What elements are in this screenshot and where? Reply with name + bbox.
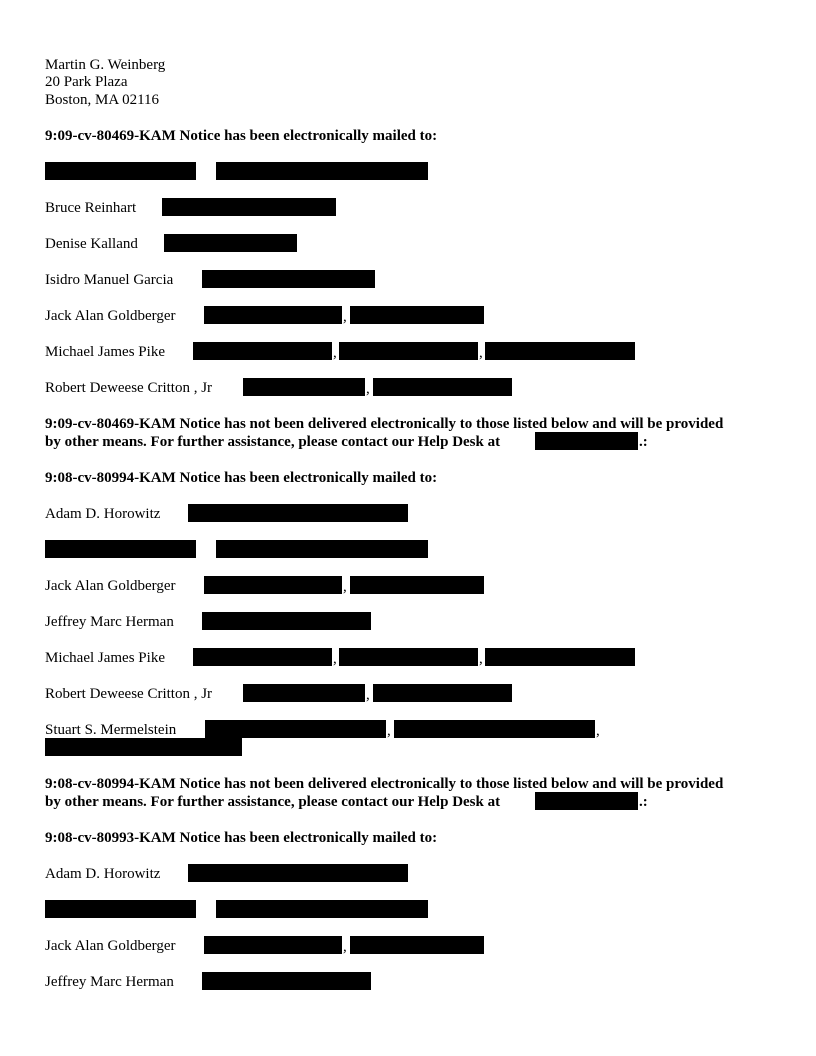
redacted-email	[350, 576, 484, 594]
separator-comma: ,	[479, 651, 483, 667]
redacted-email	[373, 378, 512, 396]
recipient-name: Jack Alan Goldberger	[45, 938, 176, 954]
recipient-name: Denise Kalland	[45, 236, 138, 252]
redacted-email	[204, 306, 342, 324]
separator-comma: ,	[596, 723, 600, 739]
redacted-helpdesk-contact	[535, 792, 638, 810]
redacted-name	[45, 162, 196, 180]
redacted-email	[202, 972, 371, 990]
case1-mailed-heading: 9:09-cv-80469-KAM Notice has been electronically mailed to:	[45, 128, 438, 144]
redacted-email	[216, 540, 428, 558]
redacted-email	[162, 198, 336, 216]
redacted-name	[45, 540, 196, 558]
redacted-email	[339, 342, 478, 360]
redacted-email	[216, 162, 428, 180]
case3-mailed-heading: 9:08-cv-80993-KAM Notice has been electronically mailed to:	[45, 830, 438, 846]
helpdesk-end-punctuation: .:	[639, 434, 648, 450]
recipient-name: Adam D. Horowitz	[45, 866, 161, 882]
redacted-helpdesk-contact	[535, 432, 638, 450]
case2-mailed-heading: 9:08-cv-80994-KAM Notice has been electronically mailed to:	[45, 470, 438, 486]
recipient-name: Michael James Pike	[45, 344, 165, 360]
redacted-email	[193, 342, 332, 360]
redacted-email	[164, 234, 297, 252]
redacted-email	[243, 378, 365, 396]
redacted-email	[373, 684, 512, 702]
recipient-name: Jeffrey Marc Herman	[45, 974, 174, 990]
recipient-name: Robert Deweese Critton , Jr	[45, 380, 213, 396]
case1-not-delivered-line1: 9:09-cv-80469-KAM Notice has not been delivered electronically to those listed below and will be provided	[45, 416, 724, 432]
recipient-name: Michael James Pike	[45, 650, 165, 666]
separator-comma: ,	[366, 381, 370, 397]
redacted-email	[216, 900, 428, 918]
recipient-name: Jeffrey Marc Herman	[45, 614, 174, 630]
redacted-email	[243, 684, 365, 702]
redacted-email	[350, 306, 484, 324]
redacted-email	[485, 342, 635, 360]
redacted-email	[204, 936, 342, 954]
redacted-email	[202, 270, 375, 288]
redacted-email	[485, 648, 635, 666]
separator-comma: ,	[343, 309, 347, 325]
recipient-name: Adam D. Horowitz	[45, 506, 161, 522]
redacted-email	[188, 504, 408, 522]
recipient-name: Robert Deweese Critton , Jr	[45, 686, 213, 702]
recipient-name: Stuart S. Mermelstein	[45, 722, 177, 738]
redacted-email	[45, 738, 242, 756]
case2-not-delivered-line1: 9:08-cv-80994-KAM Notice has not been delivered electronically to those listed below and will be provided	[45, 776, 724, 792]
redacted-email	[202, 612, 371, 630]
redacted-email	[193, 648, 332, 666]
sender-city: Boston, MA 02116	[45, 92, 160, 108]
redacted-email	[339, 648, 478, 666]
sender-street: 20 Park Plaza	[45, 74, 128, 90]
recipient-name: Jack Alan Goldberger	[45, 308, 176, 324]
separator-comma: ,	[366, 687, 370, 703]
redacted-name	[45, 900, 196, 918]
separator-comma: ,	[479, 345, 483, 361]
separator-comma: ,	[343, 939, 347, 955]
separator-comma: ,	[333, 651, 337, 667]
separator-comma: ,	[343, 579, 347, 595]
recipient-name: Isidro Manuel Garcia	[45, 272, 174, 288]
case1-not-delivered-line2: by other means. For further assistance, please contact our Help Desk at	[45, 434, 501, 450]
recipient-name: Jack Alan Goldberger	[45, 578, 176, 594]
separator-comma: ,	[333, 345, 337, 361]
redacted-email	[205, 720, 386, 738]
redacted-email	[394, 720, 595, 738]
separator-comma: ,	[387, 723, 391, 739]
redacted-email	[204, 576, 342, 594]
case2-not-delivered-line2: by other means. For further assistance, please contact our Help Desk at	[45, 794, 501, 810]
sender-name: Martin G. Weinberg	[45, 57, 166, 73]
recipient-name: Bruce Reinhart	[45, 200, 137, 216]
redacted-email	[188, 864, 408, 882]
helpdesk-end-punctuation: .:	[639, 794, 648, 810]
redacted-email	[350, 936, 484, 954]
